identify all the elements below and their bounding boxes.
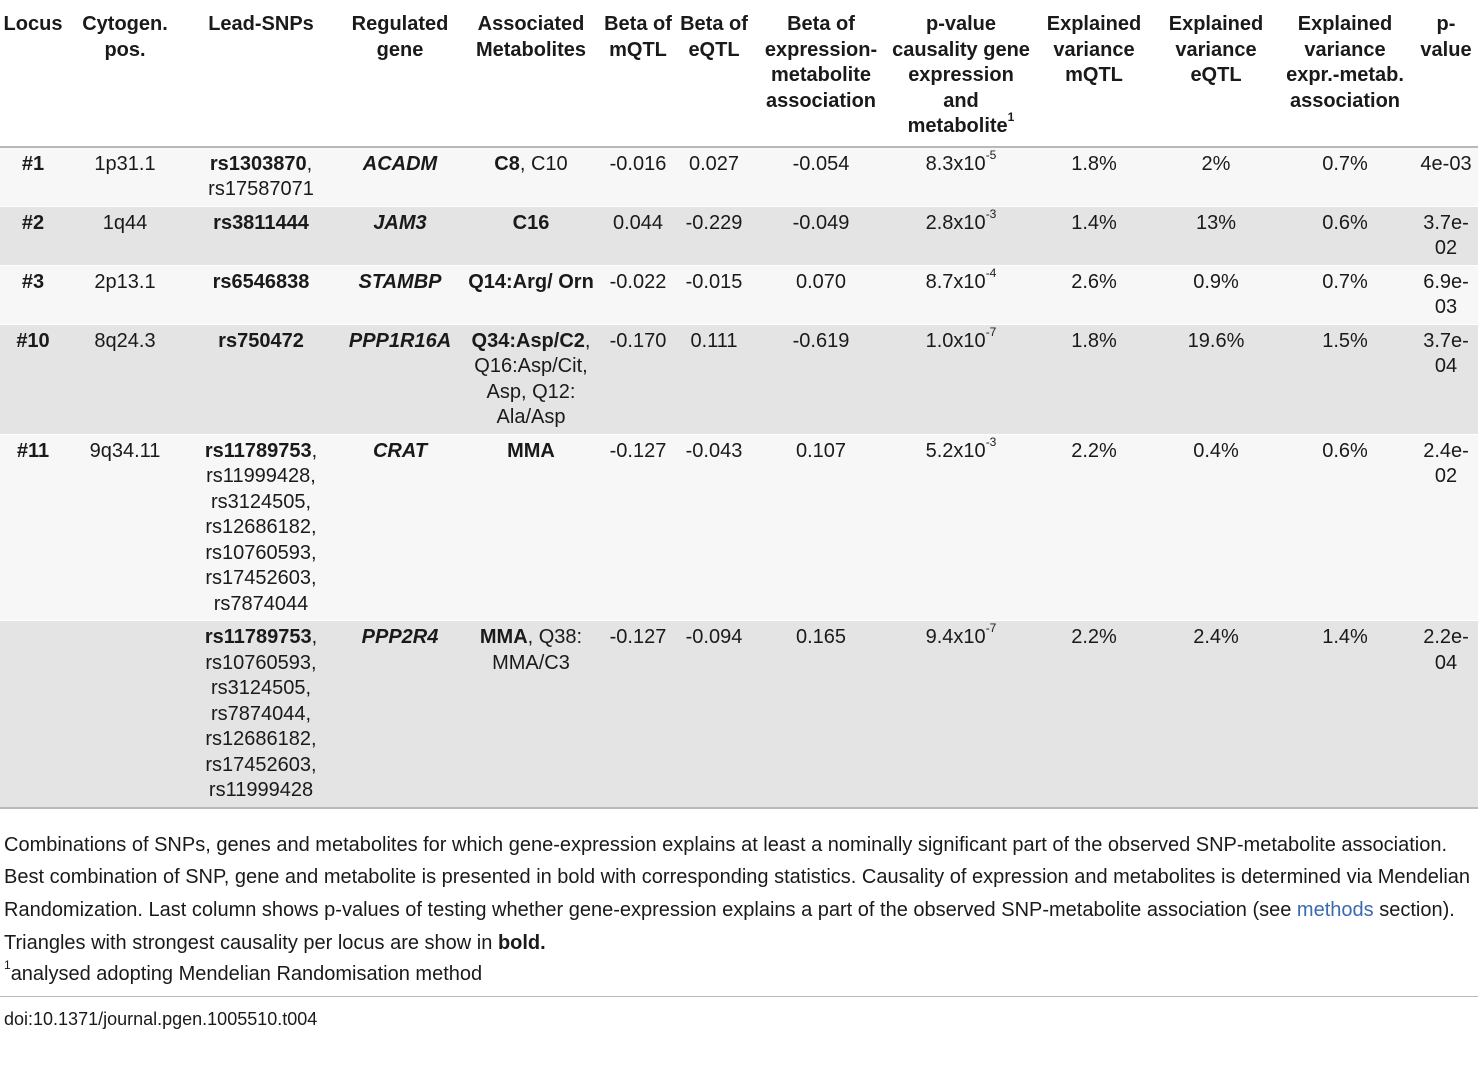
cell-ev-mqtl: 2.2% [1071, 439, 1117, 462]
header-explained-variance-expr-metab: Explained variance expr.-metab. association [1286, 13, 1404, 112]
header-p-value-causality: p-value causality gene expression and metabolite$^1$ [892, 13, 1030, 137]
cell-snps: rs3811444 [213, 211, 309, 234]
cell-beta-mqtl: -0.127 [609, 626, 667, 648]
table-row [0, 324, 1478, 434]
header-regulated-gene: Regulated gene [351, 13, 449, 61]
table-footnote: $^1$analysed adopting Mendelian Randomisation method [0, 960, 1478, 997]
cell-snps: rs750472 [218, 329, 304, 352]
table-header-row [0, 0, 1478, 147]
cell-locus: #2 [21, 211, 45, 234]
cell-gene: JAM3 [373, 211, 427, 234]
cell-p-causality: $9.4x10^{-7}$ [925, 621, 997, 648]
header-associated-metabolites: Associated Metabolites [475, 13, 587, 61]
cell-p-causality: $2.8x10^{-3}$ [925, 206, 997, 234]
caption-bold-word: bold. [497, 931, 546, 954]
header-explained-variance-eqtl: Explained variance eQTL [1168, 13, 1264, 86]
cell-ev-expr-metab: 0.7% [1322, 152, 1368, 175]
header-explained-variance-mqtl: Explained variance mQTL [1046, 13, 1142, 86]
cell-p-value: 6.9e-03 [1423, 270, 1469, 318]
table-row [0, 265, 1478, 324]
header-beta-mqtl: Beta of mQTL [604, 13, 672, 61]
cell-metabolites: MMA [507, 439, 555, 462]
cell-ev-mqtl: 1.8% [1071, 152, 1117, 175]
cell-beta-eqtl: -0.229 [685, 211, 743, 234]
cell-ev-eqtl: 2% [1201, 152, 1231, 175]
cell-p-causality: $8.7x10^{-4}$ [925, 265, 997, 293]
cell-gene: STAMBP [358, 270, 442, 293]
cell-cyto: 1q44 [102, 211, 148, 234]
table-caption: Combinations of SNPs, genes and metabolites for which gene-expression explains at least a nominally significant part of the observed SNP-metabolite association. Best combination of SNP, gene and metabolite is presented in bold with corresponding statistics. Causality of expression and metabolites is determined via Mendelian Randomization. Last column shows p-values of testing whether gene-expression explains a part of the observed SNP-metabolite association (see methods section). Triangles with strongest causality per locus are show in bold. [4, 833, 1471, 954]
cell-ev-expr-metab: 0.7% [1322, 270, 1368, 293]
header-cytogenetic-position: Cytogen. pos. [82, 13, 168, 61]
cell-ev-mqtl: 2.6% [1071, 270, 1117, 293]
cell-snps: rs1303870, rs17587071 [208, 152, 314, 200]
cell-snps: rs6546838 [212, 270, 310, 293]
cell-ev-expr-metab: 0.6% [1322, 439, 1368, 462]
cell-beta-expr-metab: 0.070 [795, 270, 847, 293]
table-row [0, 434, 1478, 621]
cell-p-value: 3.7e-04 [1423, 329, 1469, 377]
cell-gene: ACADM [362, 152, 438, 175]
cell-cyto: 2p13.1 [94, 270, 156, 293]
cell-ev-eqtl: 0.4% [1193, 439, 1239, 462]
methods-link[interactable]: methods [1296, 899, 1374, 922]
cell-beta-expr-metab: 0.165 [795, 626, 847, 648]
cell-locus: #1 [21, 152, 45, 175]
doi-label: doi:10.1371/journal.pgen.1005510.t004 [4, 1008, 318, 1029]
cell-metabolites: C8, C10 [494, 152, 568, 175]
cell-beta-expr-metab: -0.049 [792, 211, 850, 234]
table-row [0, 206, 1478, 265]
cell-locus: #11 [16, 439, 50, 462]
cell-ev-eqtl: 0.9% [1193, 270, 1239, 293]
cell-p-causality: $8.3x10^{-5}$ [925, 147, 997, 175]
cell-p-causality: $1.0x10^{-7}$ [925, 324, 997, 352]
cell-ev-eqtl: 13% [1195, 211, 1237, 234]
cell-beta-mqtl: -0.016 [609, 152, 667, 175]
cell-beta-eqtl: -0.043 [685, 439, 743, 462]
cell-metabolites: MMA, Q38: MMA/C3 [479, 626, 583, 674]
table-row [0, 147, 1478, 207]
cell-beta-eqtl: 0.111 [690, 329, 738, 352]
cell-cyto: 8q24.3 [94, 329, 156, 352]
cell-ev-mqtl: 1.4% [1071, 211, 1117, 234]
cell-ev-eqtl: 2.4% [1193, 626, 1239, 648]
cell-locus: #3 [21, 270, 45, 293]
header-beta-expression-metabolite: Beta of expression-metabolite association [764, 13, 878, 112]
cell-metabolites: C16 [512, 211, 550, 234]
cell-beta-eqtl: 0.027 [688, 152, 740, 175]
cell-gene: PPP1R16A [348, 329, 452, 352]
cell-gene: CRAT [372, 439, 428, 462]
cell-p-value: 2.2e-04 [1423, 626, 1469, 674]
cell-ev-mqtl: 2.2% [1071, 626, 1117, 648]
cell-beta-mqtl: -0.170 [609, 329, 667, 352]
cell-locus [0, 621, 66, 808]
cell-beta-expr-metab: 0.107 [795, 439, 847, 462]
cell-ev-expr-metab: 1.4% [1322, 626, 1368, 648]
cell-ev-eqtl: 19.6% [1187, 329, 1245, 352]
cell-ev-expr-metab: 0.6% [1322, 211, 1368, 234]
cell-metabolites: Q34:Asp/C2, Q16:Asp/Cit, Asp, Q12: Ala/Asp [471, 329, 591, 428]
cell-beta-eqtl: -0.015 [685, 270, 743, 293]
cell-beta-expr-metab: -0.054 [792, 152, 850, 175]
cell-cyto: 9q34.11 [89, 439, 161, 462]
cell-cyto [66, 621, 184, 808]
cell-ev-expr-metab: 1.5% [1322, 329, 1368, 352]
header-p-value: p-value [1420, 13, 1472, 61]
cell-beta-mqtl: -0.127 [609, 439, 667, 462]
header-lead-snps: Lead-SNPs [208, 13, 314, 35]
cell-ev-mqtl: 1.8% [1071, 329, 1117, 352]
cell-beta-mqtl: -0.022 [609, 270, 667, 293]
header-locus: Locus [3, 13, 63, 35]
cell-metabolites: Q14:Arg/ Orn [468, 270, 594, 293]
cell-snps: rs11789753, rs10760593, rs3124505, rs7874044, rs12686182, rs17452603, rs11999428 [204, 626, 318, 801]
cell-p-value: 2.4e-02 [1423, 439, 1469, 487]
cell-cyto: 1p31.1 [94, 152, 156, 175]
cell-snps: rs11789753, rs11999428, rs3124505, rs12686182, rs10760593, rs17452603, rs7874044 [204, 439, 318, 615]
cell-locus: #10 [16, 329, 50, 352]
cell-p-value: 3.7e-02 [1423, 211, 1469, 259]
cell-p-value: 4e-03 [1420, 152, 1472, 175]
table-row [0, 621, 1478, 808]
cell-beta-eqtl: -0.094 [685, 626, 743, 648]
cell-beta-expr-metab: -0.619 [792, 329, 850, 352]
header-beta-eqtl: Beta of eQTL [680, 13, 748, 61]
cell-gene: PPP2R4 [361, 626, 439, 648]
cell-beta-mqtl: 0.044 [612, 211, 664, 234]
cell-p-causality: $5.2x10^{-3}$ [925, 434, 997, 462]
